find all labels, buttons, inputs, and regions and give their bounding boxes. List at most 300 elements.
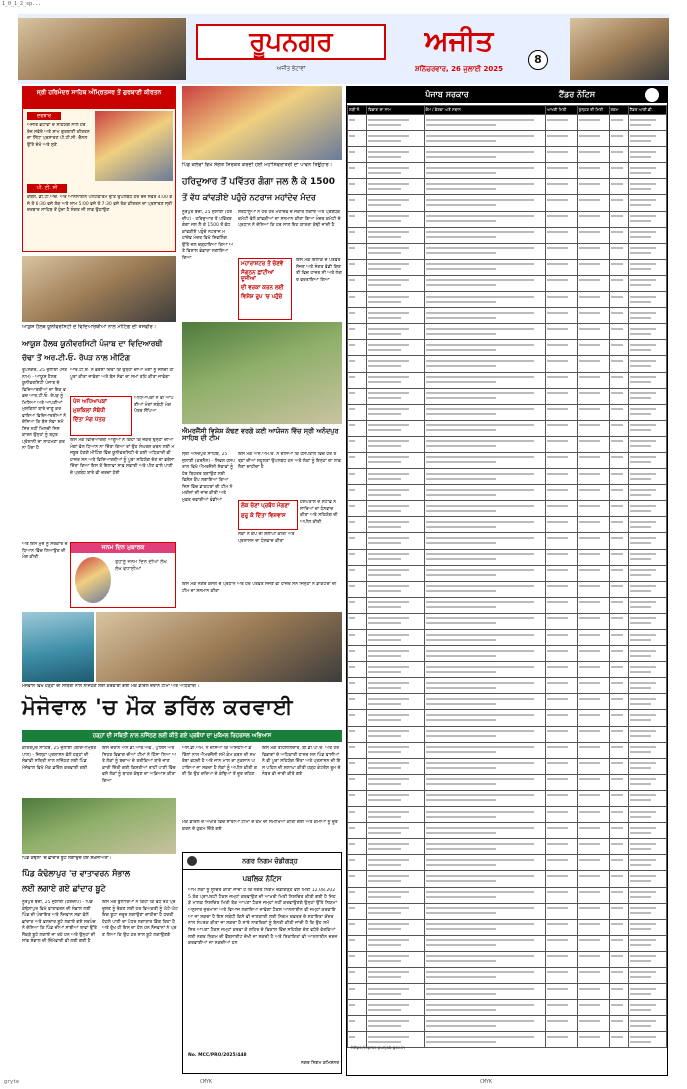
tender-cell bbox=[545, 984, 577, 1000]
tender-cell bbox=[545, 372, 577, 388]
tender-cell bbox=[577, 951, 609, 967]
tender-row bbox=[348, 356, 667, 372]
tender-row bbox=[348, 662, 667, 678]
tender-cell bbox=[367, 147, 424, 163]
tender-cell bbox=[367, 887, 424, 903]
tender-cell bbox=[424, 388, 545, 404]
tender-row bbox=[348, 565, 667, 581]
notice-ref: No. MCC/PRO/2025/448 bbox=[188, 1053, 247, 1058]
tender-cell bbox=[628, 951, 666, 967]
tender-row bbox=[348, 710, 667, 726]
tender-cell bbox=[628, 984, 666, 1000]
notice-authority: ਨਗਰ ਨਿਗਮ ਚੰਡੀਗੜ੍ਹ bbox=[242, 857, 298, 865]
trees-headline-2: ਲਈ ਲਗਾਏ ਗਏ ਛਾਂਦਾਰ ਬੂਟੇ bbox=[22, 884, 106, 893]
tender-row bbox=[348, 903, 667, 919]
tender-cell bbox=[609, 452, 628, 468]
tender-cell bbox=[628, 919, 666, 935]
tender-row bbox=[348, 807, 667, 823]
tender-cell bbox=[609, 807, 628, 823]
tender-cell bbox=[348, 710, 367, 726]
tender-cell bbox=[628, 1000, 666, 1016]
crop-mark-top: 1_0_1_2_sp... bbox=[2, 1, 42, 7]
tender-row bbox=[348, 115, 667, 131]
tender-cell bbox=[367, 807, 424, 823]
tender-cell bbox=[348, 565, 367, 581]
tender-cell bbox=[424, 581, 545, 597]
tender-cell bbox=[577, 469, 609, 485]
tender-row bbox=[348, 1000, 667, 1016]
tender-cell bbox=[628, 469, 666, 485]
tender-cell bbox=[609, 871, 628, 887]
tender-row bbox=[348, 469, 667, 485]
tender-cell bbox=[628, 790, 666, 806]
tender-cell bbox=[545, 452, 577, 468]
tender-cell bbox=[545, 678, 577, 694]
tender-cell bbox=[628, 372, 666, 388]
tender-cell bbox=[609, 179, 628, 195]
tender-cell bbox=[348, 533, 367, 549]
tender-cell bbox=[367, 1000, 424, 1016]
tender-col-sno: ਲੜੀ ਨੰ. bbox=[348, 106, 367, 115]
tender-table-wrap bbox=[347, 105, 667, 1048]
tender-cell bbox=[628, 1016, 666, 1032]
tender-cell bbox=[577, 984, 609, 1000]
tender-table bbox=[347, 105, 667, 1048]
tender-cell bbox=[545, 935, 577, 951]
insert-hospital-1: ਲੋਕ ਚੋਣਾਂ ਪ੍ਰਬੰਧ ਮੰਗਣਾ bbox=[241, 503, 290, 509]
tender-cell bbox=[545, 790, 577, 806]
tender-cell bbox=[609, 517, 628, 533]
tender-cell bbox=[628, 243, 666, 259]
tender-row bbox=[348, 839, 667, 855]
tender-cell bbox=[348, 292, 367, 308]
tender-cell bbox=[609, 195, 628, 211]
tender-cell bbox=[577, 115, 609, 131]
ad-label-darbar: ਦਰਬਾਰ bbox=[27, 112, 61, 120]
tender-cell bbox=[577, 163, 609, 179]
tender-cell bbox=[348, 935, 367, 951]
masthead-title-left: ਰੂਪਨਗਰ bbox=[249, 27, 333, 57]
tender-cell bbox=[367, 646, 424, 662]
tender-cell bbox=[348, 404, 367, 420]
tender-cell bbox=[348, 887, 367, 903]
tender-cell bbox=[348, 774, 367, 790]
tender-cell bbox=[348, 1000, 367, 1016]
tender-cell bbox=[367, 340, 424, 356]
tender-cell bbox=[367, 420, 424, 436]
tender-cell bbox=[424, 501, 545, 517]
tender-cell bbox=[545, 565, 577, 581]
tender-cell bbox=[367, 951, 424, 967]
tender-cell bbox=[609, 227, 628, 243]
tender-cell bbox=[367, 823, 424, 839]
masthead bbox=[18, 14, 669, 84]
insert-teachers-2: ਮੁਸ਼ਕਿਲਾਂ ਸੰਬੰਧੀ bbox=[73, 408, 106, 415]
tender-cell bbox=[424, 115, 545, 131]
drill-caption: ਮੋਜੋਵਾਲ ਵਿਖੇ ਹੜ੍ਹਾਂ ਦੀ ਸਥਿਤੀ ਨਾਲ ਨਜਿੱਠਣ ਲਈ ਕਰਵਾਈ ਗਈ ਮੌਕ ਡਰਿੱਲ ਦੌਰਾਨ ਟੀਮਾਂ ਅਤੇ ਅਧਿਕਾਰੀ। bbox=[22, 684, 200, 689]
tender-cell bbox=[609, 951, 628, 967]
tender-cell bbox=[577, 1000, 609, 1016]
tender-cell bbox=[367, 452, 424, 468]
tender-cell bbox=[424, 871, 545, 887]
meeting-body-3: ਅਧਿਆਪਕਾਂ ਨੇ ਵੀ ਆਪਣੀਆਂ ਮੰਗਾਂ ਸਬੰਧੀ ਮੰਗ ਪੱਤਰ ਸੌਂਪਿਆ bbox=[134, 396, 174, 415]
tender-cell bbox=[628, 662, 666, 678]
tender-cell bbox=[424, 259, 545, 275]
tender-cell bbox=[348, 372, 367, 388]
tender-row bbox=[348, 485, 667, 501]
tender-cell bbox=[577, 179, 609, 195]
tender-cell bbox=[609, 533, 628, 549]
tender-cell bbox=[609, 1000, 628, 1016]
tender-notice bbox=[346, 86, 668, 1076]
tender-cell bbox=[577, 613, 609, 629]
meeting-photo bbox=[22, 256, 176, 322]
tender-cell bbox=[577, 935, 609, 951]
tender-cell bbox=[628, 356, 666, 372]
tender-row bbox=[348, 790, 667, 806]
tender-cell bbox=[545, 839, 577, 855]
tender-cell bbox=[367, 967, 424, 983]
trees-headline-1: ਪਿੰਡ ਕੰਢੋਲਾਪੁਰ 'ਚ ਵਾਤਾਵਰਨ ਸੰਭਾਲ bbox=[22, 869, 131, 878]
tender-cell bbox=[577, 646, 609, 662]
tender-cell bbox=[609, 742, 628, 758]
tender-cell bbox=[577, 147, 609, 163]
tender-cell bbox=[577, 758, 609, 774]
tender-cell bbox=[424, 324, 545, 340]
tender-cell bbox=[545, 259, 577, 275]
tender-cell bbox=[424, 131, 545, 147]
tender-cell bbox=[348, 163, 367, 179]
tender-row bbox=[348, 774, 667, 790]
tender-cell bbox=[348, 903, 367, 919]
tender-cell bbox=[348, 1016, 367, 1032]
hospital-body-3: ਹਸਪਤਾਲ ਦੇ ਸਟਾਫ਼ ਨੇ ਸਾਰਿਆਂ ਦਾ ਧੰਨਵਾਦ ਕੀਤਾ ਅਤੇ ਸਹਿਯੋਗ ਦੀ ਅਪੀਲ ਕੀਤੀ bbox=[300, 500, 338, 525]
tender-cell bbox=[367, 613, 424, 629]
tender-cell bbox=[609, 710, 628, 726]
tender-cell bbox=[628, 227, 666, 243]
tender-cell bbox=[577, 259, 609, 275]
meeting-body-4: ਇਸ ਮੌਕੇ ਵਿਦਿਆਰਥੀ ਆਗੂਆਂ ਨੇ ਕਿਹਾ ਕਿ ਜੇਕਰ ਉਨ੍ਹਾਂ ਦੀਆਂ ਮੰਗਾਂ ਵੱਲ ਧਿਆਨ ਨਾ ਦਿੱਤਾ ਗਿਆ ਤਾਂ ਉਹ ਸੰਘਰਸ਼ ਕਰਨ ਲਈ ਮਜਬੂਰ ਹੋਣਗੇ ਮੀਟਿੰਗ ਵਿੱਚ ਯੂਨੀਵਰਸਿਟੀ ਦੇ ਕਈ ਅਧਿਕਾਰੀ ਵੀ ਹਾਜ਼ਰ ਸਨ ਅਤੇ ਵਿਦਿਆਰਥੀਆਂ ਨੂੰ ਪੂਰਾ ਸਹਿਯੋਗ ਦੇਣ ਦਾ ਭਰੋਸਾ ਦਿੱਤਾ ਗਿਆ ਇਸ ਤੋਂ ਇਲਾਵਾ ਸਾਫ਼ ਸਫਾਈ ਅਤੇ ਪੀਣ ਵਾਲੇ ਪਾਣੀ ਦੇ ਪ੍ਰਬੰਧ ਬਾਰੇ ਵੀ ਚਰਚਾ ਹੋਈ bbox=[70, 438, 175, 476]
tender-cell bbox=[609, 678, 628, 694]
tender-row bbox=[348, 227, 667, 243]
tender-cell bbox=[367, 356, 424, 372]
tender-cell bbox=[577, 710, 609, 726]
tender-cell bbox=[545, 758, 577, 774]
tender-cell bbox=[348, 581, 367, 597]
tender-cell bbox=[424, 807, 545, 823]
tender-row bbox=[348, 147, 667, 163]
drill-photo-group bbox=[96, 612, 342, 682]
tender-cell bbox=[367, 581, 424, 597]
tender-cell bbox=[628, 340, 666, 356]
tender-cell bbox=[609, 356, 628, 372]
tender-cell bbox=[628, 308, 666, 324]
tender-cell bbox=[367, 469, 424, 485]
golden-temple-image bbox=[95, 111, 173, 181]
tender-cell bbox=[628, 485, 666, 501]
tender-cell bbox=[545, 308, 577, 324]
tender-cell bbox=[609, 420, 628, 436]
tender-cell bbox=[628, 694, 666, 710]
tender-cell bbox=[545, 147, 577, 163]
tender-cell bbox=[545, 227, 577, 243]
tender-cell bbox=[609, 211, 628, 227]
tender-cell bbox=[367, 694, 424, 710]
tender-cell bbox=[609, 855, 628, 871]
tender-row bbox=[348, 388, 667, 404]
hospital-body-5: ਇਸ ਮੌਕੇ ਨਗਰ ਕੌਂਸਲ ਦੇ ਪ੍ਰਧਾਨ ਅਤੇ ਹੋਰ ਪਤਵੰਤੇ ਸੱਜਣ ਵੀ ਹਾਜ਼ਰ ਸਨ ਜਿਨ੍ਹਾਂ ਨੇ ਡਾਕਟਰਾਂ ਦੀ ਟੀਮ ਦਾ ਸਨਮਾਨ ਕੀਤਾ bbox=[182, 582, 337, 594]
insert-hospital bbox=[238, 500, 298, 530]
tender-cell bbox=[367, 292, 424, 308]
tender-cell bbox=[609, 565, 628, 581]
meeting-headline-1: ਆਯੂਸ਼ ਹੈਲਥ ਯੂਨੀਵਰਸਿਟੀ ਪੰਜਾਬ ਦਾ ਵਿਦਿਆਰਥੀ bbox=[22, 339, 163, 348]
tender-cell bbox=[424, 372, 545, 388]
meeting-caption: ਆਯੁਸ਼ ਹੈਲਥ ਯੂਨੀਵਰਸਿਟੀ ਦੇ ਵਿਦਿਆਰਥੀਆਂ ਨਾਲ ਮੀਟਿੰਗ ਦੀ ਤਸਵੀਰ। bbox=[22, 324, 157, 330]
birthday-text: ਤੁਹਾਨੂੰ ਜਨਮ ਦਿਨ ਦੀਆਂ ਲੱਖ ਲੱਖ ਵਧਾਈਆਂ bbox=[115, 559, 167, 573]
drill-subhead: ਹੜ੍ਹਾਂ ਦੀ ਸਥਿਤੀ ਨਾਲ ਨਜਿੱਠਣ ਲਈ ਕੀਤੇ ਗਏ ਪ੍ਰਬੰਧਾਂ ਦਾ ਮੁਕੰਮਲ ਰਿਹਰਸਲ ਅਭਿਆਸ bbox=[22, 730, 342, 742]
notice-title: ਪਬਲਿਕ ਨੋਟਿਸ bbox=[242, 875, 282, 883]
birthday-heading: ਜਨਮ ਦਿਨ ਮੁਬਾਰਕ bbox=[71, 543, 175, 553]
tender-cell bbox=[609, 790, 628, 806]
tender-cell bbox=[424, 533, 545, 549]
tender-row bbox=[348, 533, 667, 549]
hospital-photo bbox=[182, 322, 342, 424]
tender-cell bbox=[424, 517, 545, 533]
hospital-body-2: ਇਸ ਮੌਕੇ ਐੱਸ.ਐੱਮ.ਓ. ਨੇ ਦੱਸਿਆ ਕਿ ਹਸਪਤਾਲ ਵਿੱਚ ਹਰ ਤਰ੍ਹਾਂ ਦੀਆਂ ਸਹੂਲਤਾਂ ਉਪਲਬਧ ਹਨ ਅਤੇ ਲੋਕਾਂ ਨੂੰ ਇਨ੍ਹਾਂ ਦਾ ਲਾਭ ਲੈਣਾ ਚਾਹੀਦਾ ਹੈ bbox=[238, 452, 341, 471]
tender-cell bbox=[367, 549, 424, 565]
tender-cell bbox=[348, 855, 367, 871]
tender-cell bbox=[367, 774, 424, 790]
tender-cell bbox=[628, 613, 666, 629]
tender-cell bbox=[348, 919, 367, 935]
tender-cell bbox=[628, 211, 666, 227]
tender-row bbox=[348, 758, 667, 774]
tender-cell bbox=[348, 324, 367, 340]
tender-cell bbox=[628, 147, 666, 163]
tender-cell bbox=[367, 565, 424, 581]
birthday-box bbox=[70, 542, 176, 608]
tender-row bbox=[348, 324, 667, 340]
tender-cell bbox=[577, 211, 609, 227]
masthead-sub: ਅਜੀਤ ਭੇਟਾਵਾਂ bbox=[276, 66, 306, 72]
tender-cell bbox=[628, 726, 666, 742]
tender-cell bbox=[628, 807, 666, 823]
kanwar-body-2: ਸ਼ਰਧਾਲੂਆਂ ਨੇ ਹਰ ਹਰ ਮਹਾਂਦੇਵ ਦੇ ਜੈਕਾਰੇ ਲਗਾਏ ਅਤੇ ਪ੍ਰਬੰਧਕ ਕਮੇਟੀ ਵੱਲੋਂ ਕਾਂਵੜੀਆਂ ਦਾ ਸਨਮਾਨ ਕੀਤਾ ਗਿਆ ਮੰਦਰ ਕਮੇਟੀ ਦੇ ਪ੍ਰਧਾਨ ਨੇ ਦੱਸਿਆ ਕਿ ਹਰ ਸਾਲ ਇਹ ਯਾਤਰਾ ਕੱਢੀ ਜਾਂਦੀ ਹੈ bbox=[238, 210, 341, 229]
tender-cell bbox=[577, 919, 609, 935]
tender-cell bbox=[367, 662, 424, 678]
tender-cell bbox=[424, 839, 545, 855]
tender-cell bbox=[424, 630, 545, 646]
tender-cell bbox=[545, 967, 577, 983]
tender-cell bbox=[367, 324, 424, 340]
tender-cell bbox=[545, 951, 577, 967]
tender-row bbox=[348, 404, 667, 420]
tender-cell bbox=[545, 646, 577, 662]
tender-cell bbox=[424, 823, 545, 839]
tender-cell bbox=[348, 790, 367, 806]
tender-cell bbox=[367, 211, 424, 227]
tender-cell bbox=[367, 678, 424, 694]
tender-cell bbox=[348, 839, 367, 855]
tender-row bbox=[348, 179, 667, 195]
crop-mark-bottom-center-a: CMYK bbox=[200, 1079, 213, 1085]
tender-cell bbox=[577, 452, 609, 468]
tender-cell bbox=[628, 646, 666, 662]
tender-cell bbox=[628, 259, 666, 275]
tender-cell bbox=[628, 597, 666, 613]
tender-cell bbox=[545, 211, 577, 227]
hospital-body-4: ਲੋਕਾਂ ਨੇ ਕੈਂਪ ਦੀ ਸ਼ਲਾਘਾ ਕੀਤੀ ਅਤੇ ਪ੍ਰਸ਼ਾਸਨ ਦਾ ਧੰਨਵਾਦ ਕੀਤਾ bbox=[238, 532, 295, 544]
tender-cell bbox=[348, 597, 367, 613]
tender-cell bbox=[367, 758, 424, 774]
tender-cell bbox=[628, 275, 666, 291]
drill-body-3: ਐੱਸ.ਡੀ.ਐੱਮ. ਨੇ ਦੱਸਿਆ ਕਿ ਅਜਿਹੀਆਂ ਡਰਿੱਲਾਂ ਨਾਲ ਐਮਰਜੈਂਸੀ ਸਮੇਂ ਕੰਮ ਕਰਨ ਦੀ ਸਮਰੱਥਾ ਵਧਦੀ ਹੈ ਅਤੇ ਜਾਨ ਮਾਲ ਦਾ ਨੁਕਸਾਨ ਘਟਾਇਆ ਜਾ ਸਕਦਾ ਹੈ ਲੋਕਾਂ ਨੂੰ ਅਪੀਲ ਕੀਤੀ ਗਈ ਕਿ ਉਹ ਦਰਿਆ ਦੇ ਕੰਢਿਆਂ ਤੋਂ ਦੂਰ ਰਹਿਣ bbox=[182, 746, 258, 778]
tender-cell bbox=[367, 485, 424, 501]
tender-col-open-date: ਖੁੱਲ੍ਹਣ ਦੀ ਮਿਤੀ bbox=[577, 106, 609, 115]
crop-mark-bottom-center-b: CMYK bbox=[480, 1079, 493, 1085]
tender-cell bbox=[367, 903, 424, 919]
tender-cell bbox=[545, 1000, 577, 1016]
tender-col-id: ਟੈਂਡਰ ਆਈ.ਡੀ. bbox=[628, 106, 666, 115]
tender-cell bbox=[577, 855, 609, 871]
drill-body-5: ਮੌਕ ਡਰਿੱਲ ਦੇ ਅਖੀਰ ਵਿੱਚ ਸਾਰੀਆਂ ਟੀਮਾਂ ਦੇ ਕੰਮ ਦੀ ਸਮੀਖਿਆ ਕੀਤੀ ਗਈ ਅਤੇ ਕਮੀਆਂ ਨੂੰ ਦੂਰ ਕਰਨ ਦੇ ਹੁਕਮ ਦਿੱਤੇ ਗਏ bbox=[182, 820, 338, 832]
hospital-headline: ਐਮਰਜੈਂਸੀ ਵਿਸ਼ੇਸ਼ ਕੱਢਣ ਵਰਗੇ ਕਈ ਆਯੋਜਨ ਵਿੱਚ ਸ੍ਰੀ ਅਨੰਦਪੁਰ ਸਾਹਿਬ ਦੀ ਟੀਮ bbox=[182, 427, 339, 443]
tender-cell bbox=[609, 903, 628, 919]
tender-cell bbox=[348, 308, 367, 324]
masthead-date: ਸ਼ਨਿੱਚਰਵਾਰ, 26 ਜੁਲਾਈ 2025 bbox=[414, 65, 504, 73]
tender-row bbox=[348, 308, 667, 324]
tender-cell bbox=[577, 839, 609, 855]
tender-cell bbox=[424, 227, 545, 243]
tender-cell bbox=[367, 790, 424, 806]
tender-cell bbox=[609, 147, 628, 163]
meeting-headline-2: ਚੱਢਾ ਤੋਂ ਅਰ.ਟੀ.ਓ. ਰੋਪੜ ਨਾਲ ਮੀਟਿੰਗ bbox=[22, 353, 130, 362]
tender-cell bbox=[367, 179, 424, 195]
tender-cell bbox=[628, 630, 666, 646]
tender-cell bbox=[609, 549, 628, 565]
tender-cell bbox=[348, 517, 367, 533]
tender-cell bbox=[424, 694, 545, 710]
masthead-photo-left bbox=[18, 18, 186, 80]
page-number: 8 bbox=[528, 50, 548, 70]
tender-cell bbox=[577, 807, 609, 823]
tender-cell bbox=[348, 630, 367, 646]
insert-hospital-2: ਸ਼ੁਰੂ ਕੇ ਦਿੱਤਾ ਵਿਸ਼ਵਾਸ bbox=[241, 513, 286, 520]
tender-cell bbox=[577, 549, 609, 565]
tender-cell bbox=[577, 420, 609, 436]
tender-cell bbox=[609, 324, 628, 340]
tender-cell bbox=[545, 694, 577, 710]
tender-cell bbox=[348, 452, 367, 468]
tender-cell bbox=[545, 436, 577, 452]
tender-col-work: ਕੰਮ / ਵੇਰਵਾ ਅਤੇ ਸਥਾਨ bbox=[424, 106, 545, 115]
ad-label-ptc: ਪੀ. ਟੀ. ਸੀ bbox=[27, 184, 67, 193]
tender-row bbox=[348, 823, 667, 839]
tender-cell bbox=[628, 903, 666, 919]
tender-cell bbox=[348, 211, 367, 227]
tender-cell bbox=[577, 324, 609, 340]
tender-cell bbox=[545, 1016, 577, 1032]
tender-row bbox=[348, 597, 667, 613]
tender-cell bbox=[545, 613, 577, 629]
tender-cell bbox=[545, 710, 577, 726]
emblem-icon bbox=[187, 856, 197, 866]
tender-row bbox=[348, 871, 667, 887]
tender-row bbox=[348, 259, 667, 275]
tender-cell bbox=[609, 308, 628, 324]
tender-cell bbox=[424, 613, 545, 629]
tender-cell bbox=[424, 678, 545, 694]
tender-cell bbox=[367, 1016, 424, 1032]
tender-cell bbox=[628, 324, 666, 340]
tender-cell bbox=[424, 646, 545, 662]
kanwar-caption: ਪਿੰਡ ਕਲੇਰਾਂ ਵਿਖੇ ਸੰਗਤ ਸ਼ਿਰਕਤ ਕਰਦੀ ਹੋਈ ਮਹਾਂਸ਼ਿਵਰਾਤਰੀ ਦਾ ਪਾਵਨ ਤਿਉਹਾਰ। bbox=[182, 162, 333, 168]
tender-cell bbox=[609, 469, 628, 485]
tender-cell bbox=[628, 501, 666, 517]
tender-cell bbox=[545, 131, 577, 147]
meeting-body-1: ਰੂਪਨਗਰ, 25 ਜੁਲਾਈ (ਸਤਨਾਮ) - ਆਯੂਸ਼ ਹੈਲਥ ਯੂਨੀਵਰਸਿਟੀ ਪੰਜਾਬ ਦੇ ਵਿਦਿਆਰਥੀਆਂ ਦਾ ਇਕ ਵਫ਼ਦ ਆਰ.ਟੀ.ਓ. ਰੋਪੜ ਨੂੰ ਮਿਲਿਆ ਅਤੇ ਆਪਣੀਆਂ ਮੁਸ਼ਕਿਲਾਂ ਬਾਰੇ ਜਾਣੂ ਕਰਵਾਇਆ ਵਿਦਿਆਰਥੀਆਂ ਨੇ ਦੱਸਿਆ ਕਿ ਬੱਸ ਸੇਵਾ ਸਮੇਂ ਸਿਰ ਨਹੀਂ ਮਿਲਦੀ ਜਿਸ ਕਾਰਨ ਉਨ੍ਹਾਂ ਨੂੰ ਬਹੁਤ ਪ੍ਰੇਸ਼ਾਨੀ ਦਾ ਸਾਹਮਣਾ ਕਰਨਾ ਪੈਂਦਾ ਹੈ bbox=[22, 368, 67, 452]
tender-row bbox=[348, 630, 667, 646]
tender-row bbox=[348, 613, 667, 629]
tender-cell bbox=[545, 388, 577, 404]
tender-cell bbox=[577, 871, 609, 887]
tender-cell bbox=[577, 195, 609, 211]
tender-cell bbox=[424, 565, 545, 581]
tender-cell bbox=[577, 227, 609, 243]
tender-cell bbox=[348, 147, 367, 163]
tender-cell bbox=[424, 179, 545, 195]
tender-row bbox=[348, 726, 667, 742]
tender-cell bbox=[609, 131, 628, 147]
crop-mark-bottom-left: gryte bbox=[4, 1079, 20, 1085]
tender-cell bbox=[348, 646, 367, 662]
tender-cell bbox=[367, 839, 424, 855]
tender-row bbox=[348, 436, 667, 452]
drill-body-1: ਕੀਰਤਪੁਰ ਸਾਹਿਬ, 25 ਜੁਲਾਈ (ਬੀਰਅੰਮ੍ਰਿਤਪਾਲ) - ਜ਼ਿਲ੍ਹਾ ਪ੍ਰਸ਼ਾਸਨ ਵੱਲੋਂ ਹੜ੍ਹਾਂ ਦੀ ਸੰਭਾਵੀ ਸਥਿਤੀ ਨਾਲ ਨਜਿੱਠਣ ਲਈ ਪਿੰਡ ਮੋਜੋਵਾਲ ਵਿਖੇ ਮੌਕ ਡਰਿੱਲ ਕਰਵਾਈ ਗਈ bbox=[22, 746, 97, 771]
tender-cell bbox=[367, 115, 424, 131]
tender-row bbox=[348, 951, 667, 967]
tender-row bbox=[348, 855, 667, 871]
tender-cell bbox=[348, 823, 367, 839]
tender-row bbox=[348, 984, 667, 1000]
tender-cell bbox=[609, 163, 628, 179]
tender-cell bbox=[609, 485, 628, 501]
tender-cell bbox=[367, 517, 424, 533]
tender-row bbox=[348, 919, 667, 935]
tender-cell bbox=[424, 549, 545, 565]
tender-cell bbox=[545, 597, 577, 613]
tender-cell bbox=[577, 372, 609, 388]
tender-cell bbox=[609, 436, 628, 452]
tender-cell bbox=[545, 179, 577, 195]
tender-row bbox=[348, 211, 667, 227]
tender-cell bbox=[628, 742, 666, 758]
tender-cell bbox=[545, 742, 577, 758]
tender-cell bbox=[609, 275, 628, 291]
tender-cell bbox=[545, 115, 577, 131]
tender-cell bbox=[348, 340, 367, 356]
tender-cell bbox=[609, 340, 628, 356]
tender-cell bbox=[348, 613, 367, 629]
tender-cell bbox=[545, 195, 577, 211]
tender-cell bbox=[424, 356, 545, 372]
tender-cell bbox=[348, 179, 367, 195]
tender-cell bbox=[424, 597, 545, 613]
tender-cell bbox=[545, 275, 577, 291]
tender-cell bbox=[545, 420, 577, 436]
tender-cell bbox=[545, 919, 577, 935]
tender-row bbox=[348, 275, 667, 291]
